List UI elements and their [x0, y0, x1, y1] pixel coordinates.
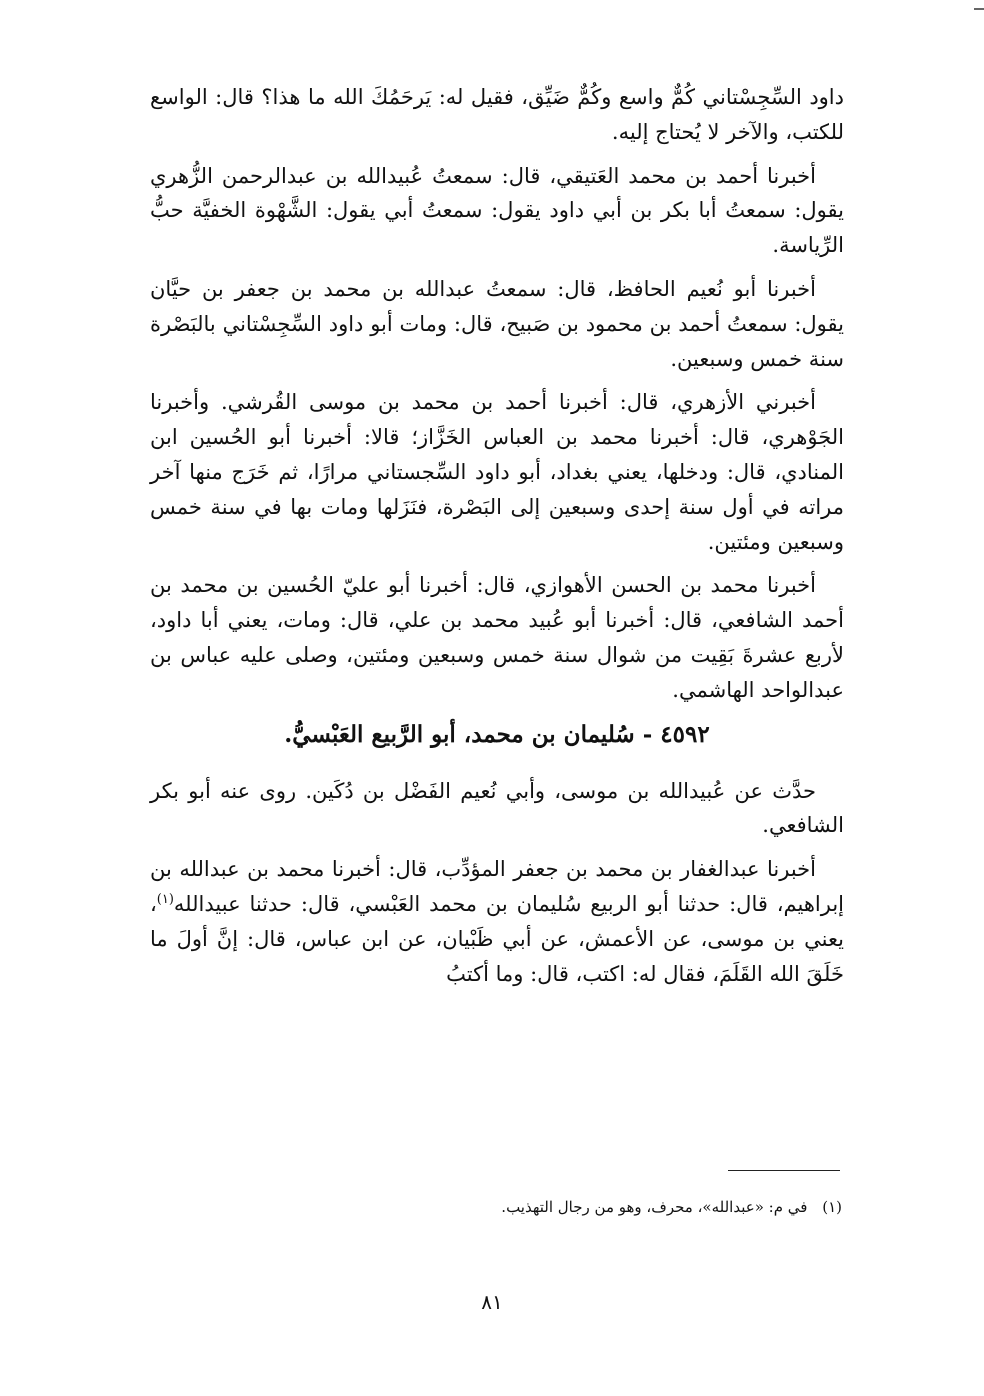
paragraph: داود السِّجِسْتاني كُمٌّ واسع وكُمٌّ ضَيِّق، فقيل له: يَرحَمُكَ الله ما هذا؟ قال: الواسع للكتب، والآخر لا يُحتاج إليه.: [150, 85, 844, 144]
paragraph-text: أخبرنا عبدالغفار بن محمد بن جعفر المؤدِّب، قال: أخبرنا محمد بن عبدالله بن إبراهيم، قال: حدثنا أبو الربيع سُليمان بن محمد العَبْسي، قال: حدثنا عبيدالله: [150, 857, 844, 916]
paragraph: أخبرنا أبو نُعيم الحافظ، قال: سمعتُ عبدالله بن محمد بن جعفر بن حيَّان يقول: سمعتُ أحمد بن محمود بن صَبيح، قال: ومات أبو داود السِّجِسْتاني بالبَصْرة سنة خمس وسبعين.: [150, 276, 844, 371]
paragraph: حدَّث عن عُبيدالله بن موسى، وأبي نُعيم الفَضْل بن دُكَين. روى عنه أبو بكر الشافعي.: [150, 778, 844, 838]
paragraph: أخبرني الأزهري، قال: أخبرنا أحمد بن محمد بن موسى القُرشي. وأخبرنا الجَوْهري، قال: أخبرنا محمد بن العباس الخَزَّاز؛ قالا: أخبرنا أبو الحُسين ابن المنادي، قال: ودخلها، يعني بغداد، أبو داود السِّجستاني مرارًا، ثم خَرَج منها آخر مراته في أول سنة إحدى وسبعين إلى البَصْرة، فنَزَلها ومات بها في سنة خمس وسبعين ومئتين.: [150, 390, 844, 554]
paragraph: أخبرنا أحمد بن محمد العَتيقي، قال: سمعتُ عُبيدالله بن عبدالرحمن الزُّهري يقول: سمعتُ أبا بكر بن أبي داود يقول: سمعتُ أبي يقول: الشَّهْوة الخفيَّة حبُّ الرِّياسة.: [150, 163, 844, 258]
main-text-block: [150, 80, 844, 991]
footnote-reference: (١): [156, 891, 174, 907]
footnote-number: (١): [822, 1198, 842, 1216]
paragraph-text-continued: ، يعني بن موسى، عن الأعمش، عن أبي ظَبْيان، عن ابن عباس، قال: إنَّ أولَ ما خَلَقَ الله القَلَمَ، فقال له: اكتب، قال: وما أكتبُ: [150, 891, 844, 986]
biography-entry-heading: ٤٥٩٢ - سُليمان بن محمد، أبو الرَّبيع العَبْسيُّ.: [284, 720, 710, 748]
paragraph: أخبرنا محمد بن الحسن الأهوازي، قال: أخبرنا أبو عليّ الحُسين بن محمد بن أحمد الشافعي، قال: أخبرنا أبو عُبيد محمد بن علي، قال: ومات، يعني أبا داود، لأربع عشرةَ بَقِيت من شوال سنة خمس وسبعين ومئتين، وصلى عليه عباس بن عبدالواحد الهاشمي.: [150, 573, 844, 702]
footnote-divider: [728, 1170, 840, 1171]
footnote: [152, 1196, 842, 1218]
page-number: ٨١: [481, 1290, 503, 1314]
paragraph: [150, 852, 844, 991]
footnote-text: في م: «عبدالله»، محرف، وهو من رجال التهذيب.: [501, 1198, 808, 1216]
scan-corner-mark: [974, 8, 984, 10]
